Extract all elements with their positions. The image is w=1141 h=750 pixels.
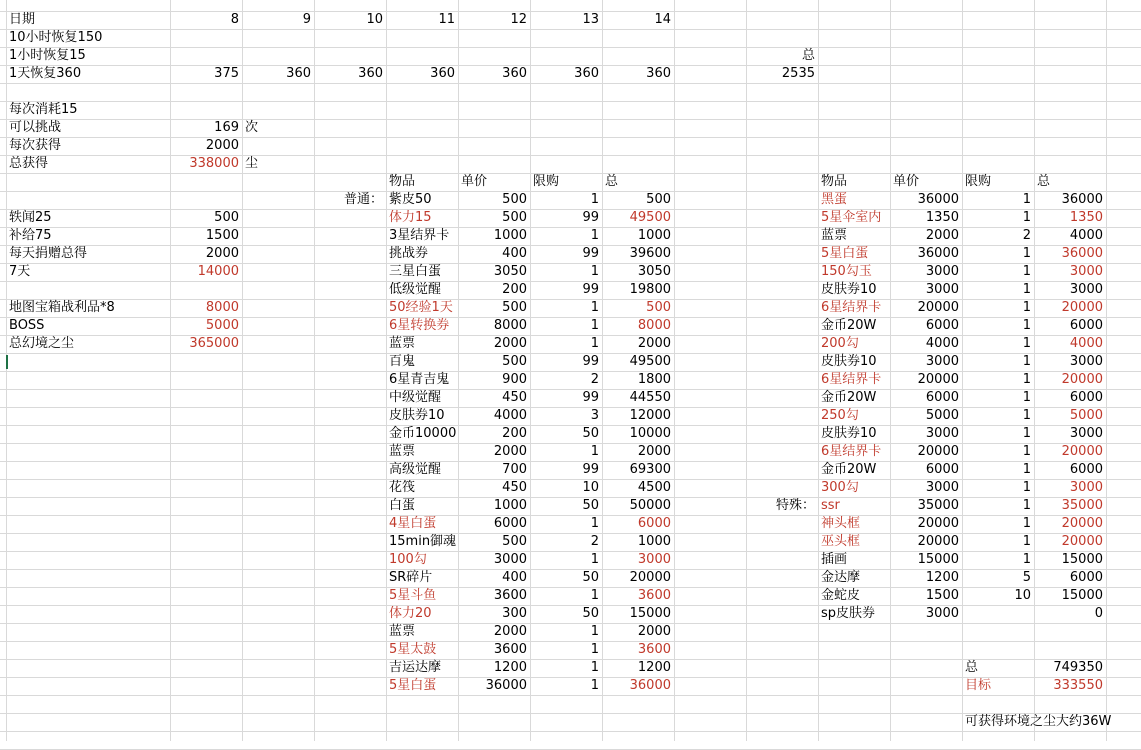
cell-L24[interactable]: 3000 <box>925 426 959 441</box>
cell-L25[interactable]: 20000 <box>917 444 959 459</box>
row-gridline <box>0 83 1141 84</box>
cell-G12[interactable]: 99 <box>582 210 599 225</box>
cell-G20[interactable]: 99 <box>582 354 599 369</box>
cell-H27[interactable]: 4500 <box>637 480 671 495</box>
cell-H29[interactable]: 6000 <box>637 516 671 531</box>
cell-E21[interactable]: 6星青吉鬼 <box>389 372 450 387</box>
cell-K27[interactable]: 300勾 <box>821 480 859 495</box>
cell-N13[interactable]: 4000 <box>1069 228 1103 243</box>
cell-M33[interactable]: 10 <box>1014 588 1031 603</box>
cell-F26[interactable]: 700 <box>502 462 527 477</box>
cell-A6[interactable]: 每次消耗15 <box>9 102 78 117</box>
cell-F22[interactable]: 450 <box>502 390 527 405</box>
cell-F29[interactable]: 6000 <box>493 516 527 531</box>
cell-H37[interactable]: 1200 <box>637 660 671 675</box>
cell-H24[interactable]: 10000 <box>629 426 671 441</box>
cell-E30[interactable]: 15min御魂 <box>389 534 457 549</box>
cell-B19[interactable]: 365000 <box>189 336 239 351</box>
cell-G32[interactable]: 50 <box>582 570 599 585</box>
cell-F33[interactable]: 3600 <box>493 588 527 603</box>
cell-M40[interactable]: 可获得环境之尘大约36W <box>965 714 1112 729</box>
cell-H15[interactable]: 3050 <box>637 264 671 279</box>
cell-E33[interactable]: 5星斗鱼 <box>389 588 437 603</box>
cell-N17[interactable]: 20000 <box>1061 300 1103 315</box>
cell-G31[interactable]: 1 <box>590 552 599 567</box>
cell-L22[interactable]: 6000 <box>925 390 959 405</box>
cell-A1[interactable]: 日期 <box>9 12 36 27</box>
cell-K31[interactable]: 插画 <box>821 552 848 567</box>
cell-E31[interactable]: 100勾 <box>389 552 427 567</box>
cell-N23[interactable]: 5000 <box>1069 408 1103 423</box>
cell-F27[interactable]: 450 <box>502 480 527 495</box>
cell-L17[interactable]: 20000 <box>917 300 959 315</box>
cell-E17[interactable]: 50经验1天 <box>389 300 453 315</box>
cell-K21[interactable]: 6星结界卡 <box>821 372 882 387</box>
cell-K19[interactable]: 200勾 <box>821 336 859 351</box>
active-cell-marker <box>6 355 8 369</box>
cell-A17[interactable]: 地图宝箱战利品*8 <box>9 300 115 315</box>
cell-M28[interactable]: 1 <box>1022 498 1031 513</box>
cell-F10[interactable]: 单价 <box>461 174 488 189</box>
cell-H30[interactable]: 1000 <box>637 534 671 549</box>
cell-E27[interactable]: 花筏 <box>389 480 416 495</box>
cell-H22[interactable]: 44550 <box>629 390 671 405</box>
cell-A19[interactable]: 总幻境之尘 <box>9 336 75 351</box>
cell-G28[interactable]: 50 <box>582 498 599 513</box>
cell-L19[interactable]: 4000 <box>925 336 959 351</box>
cell-H4[interactable]: 360 <box>646 66 671 81</box>
cell-M11[interactable]: 1 <box>1022 192 1031 207</box>
cell-E25[interactable]: 蓝票 <box>389 444 416 459</box>
cell-K15[interactable]: 150勾玉 <box>821 264 872 279</box>
cell-N28[interactable]: 35000 <box>1061 498 1103 513</box>
row-gridline <box>0 101 1141 102</box>
cell-E1[interactable]: 11 <box>438 12 455 27</box>
cell-H31[interactable]: 3000 <box>637 552 671 567</box>
cell-M31[interactable]: 1 <box>1022 552 1031 567</box>
cell-F13[interactable]: 1000 <box>493 228 527 243</box>
cell-J4[interactable]: 2535 <box>781 66 815 81</box>
cell-K12[interactable]: 5星伞室内 <box>821 210 882 225</box>
cell-G38[interactable]: 1 <box>590 678 599 693</box>
cell-M13[interactable]: 2 <box>1022 228 1031 243</box>
cell-N26[interactable]: 6000 <box>1069 462 1103 477</box>
cell-L18[interactable]: 6000 <box>925 318 959 333</box>
cell-L16[interactable]: 3000 <box>925 282 959 297</box>
cell-E24[interactable]: 金币10000 <box>389 426 457 441</box>
cell-E13[interactable]: 3星结界卡 <box>389 228 450 243</box>
cell-A7[interactable]: 可以挑战 <box>9 120 62 135</box>
cell-F25[interactable]: 2000 <box>493 444 527 459</box>
cell-E11[interactable]: 紫皮50 <box>389 192 432 207</box>
cell-G1[interactable]: 13 <box>582 12 599 27</box>
cell-B14[interactable]: 2000 <box>205 246 239 261</box>
row-gridline <box>0 47 1141 48</box>
cell-M37[interactable]: 总 <box>965 660 979 675</box>
cell-B15[interactable]: 14000 <box>197 264 239 279</box>
cell-A18[interactable]: BOSS <box>9 318 45 333</box>
cell-L27[interactable]: 3000 <box>925 480 959 495</box>
cell-F11[interactable]: 500 <box>502 192 527 207</box>
cell-M14[interactable]: 1 <box>1022 246 1031 261</box>
cell-H25[interactable]: 2000 <box>637 444 671 459</box>
cell-K22[interactable]: 金币20W <box>821 390 877 405</box>
cell-F19[interactable]: 2000 <box>493 336 527 351</box>
row-gridline <box>0 137 1141 138</box>
cell-F16[interactable]: 200 <box>502 282 527 297</box>
cell-K13[interactable]: 蓝票 <box>821 228 848 243</box>
cell-E35[interactable]: 蓝票 <box>389 624 416 639</box>
cell-E10[interactable]: 物品 <box>389 174 416 189</box>
cell-F36[interactable]: 3600 <box>493 642 527 657</box>
cell-M23[interactable]: 1 <box>1022 408 1031 423</box>
cell-K24[interactable]: 皮肤券10 <box>821 426 877 441</box>
cell-A4[interactable]: 1天恢复360 <box>9 66 82 81</box>
cell-B9[interactable]: 338000 <box>189 156 239 171</box>
cell-K32[interactable]: 金达摩 <box>821 570 861 585</box>
cell-H19[interactable]: 2000 <box>637 336 671 351</box>
cell-K20[interactable]: 皮肤券10 <box>821 354 877 369</box>
cell-F31[interactable]: 3000 <box>493 552 527 567</box>
cell-G26[interactable]: 99 <box>582 462 599 477</box>
cell-M15[interactable]: 1 <box>1022 264 1031 279</box>
cell-M30[interactable]: 1 <box>1022 534 1031 549</box>
cell-M25[interactable]: 1 <box>1022 444 1031 459</box>
cell-G10[interactable]: 限购 <box>533 174 560 189</box>
cell-K14[interactable]: 5星白蛋 <box>821 246 869 261</box>
cell-L11[interactable]: 36000 <box>917 192 959 207</box>
cell-H28[interactable]: 50000 <box>629 498 671 513</box>
cell-N15[interactable]: 3000 <box>1069 264 1103 279</box>
cell-K16[interactable]: 皮肤券10 <box>821 282 877 297</box>
cell-N32[interactable]: 6000 <box>1069 570 1103 585</box>
cell-H14[interactable]: 39600 <box>629 246 671 261</box>
cell-L12[interactable]: 1350 <box>925 210 959 225</box>
cell-H13[interactable]: 1000 <box>637 228 671 243</box>
cell-E15[interactable]: 三星白蛋 <box>389 264 442 279</box>
cell-G33[interactable]: 1 <box>590 588 599 603</box>
cell-M17[interactable]: 1 <box>1022 300 1031 315</box>
cell-G37[interactable]: 1 <box>590 660 599 675</box>
cell-C4[interactable]: 360 <box>286 66 311 81</box>
cell-H10[interactable]: 总 <box>605 174 619 189</box>
cell-M18[interactable]: 1 <box>1022 318 1031 333</box>
cell-L14[interactable]: 36000 <box>917 246 959 261</box>
cell-G29[interactable]: 1 <box>590 516 599 531</box>
cell-M29[interactable]: 1 <box>1022 516 1031 531</box>
cell-E32[interactable]: SR碎片 <box>389 570 433 585</box>
cell-D1[interactable]: 10 <box>366 12 383 27</box>
cell-N11[interactable]: 36000 <box>1061 192 1103 207</box>
cell-F37[interactable]: 1200 <box>493 660 527 675</box>
cell-M38[interactable]: 目标 <box>965 678 992 693</box>
cell-K29[interactable]: 神头框 <box>821 516 861 531</box>
cell-D4[interactable]: 360 <box>358 66 383 81</box>
cell-K26[interactable]: 金币20W <box>821 462 877 477</box>
cell-G15[interactable]: 1 <box>590 264 599 279</box>
cell-G35[interactable]: 1 <box>590 624 599 639</box>
cell-H38[interactable]: 36000 <box>629 678 671 693</box>
cell-L30[interactable]: 20000 <box>917 534 959 549</box>
cell-H11[interactable]: 500 <box>646 192 671 207</box>
cell-H17[interactable]: 500 <box>646 300 671 315</box>
cell-E29[interactable]: 4星白蛋 <box>389 516 437 531</box>
cell-G4[interactable]: 360 <box>574 66 599 81</box>
cell-H34[interactable]: 15000 <box>629 606 671 621</box>
cell-F20[interactable]: 500 <box>502 354 527 369</box>
cell-M24[interactable]: 1 <box>1022 426 1031 441</box>
cell-K17[interactable]: 6星结界卡 <box>821 300 882 315</box>
cell-L26[interactable]: 6000 <box>925 462 959 477</box>
cell-N16[interactable]: 3000 <box>1069 282 1103 297</box>
cell-F15[interactable]: 3050 <box>493 264 527 279</box>
row-gridline <box>0 119 1141 120</box>
cell-H26[interactable]: 69300 <box>629 462 671 477</box>
cell-H23[interactable]: 12000 <box>629 408 671 423</box>
cell-E34[interactable]: 体力20 <box>389 606 432 621</box>
cell-K18[interactable]: 金币20W <box>821 318 877 333</box>
cell-A3[interactable]: 1小时恢复15 <box>9 48 86 63</box>
cell-N10[interactable]: 总 <box>1037 174 1051 189</box>
cell-J3[interactable]: 总 <box>801 48 815 63</box>
cell-E28[interactable]: 白蛋 <box>389 498 416 513</box>
cell-F17[interactable]: 500 <box>502 300 527 315</box>
cell-F21[interactable]: 900 <box>502 372 527 387</box>
cell-M10[interactable]: 限购 <box>965 174 992 189</box>
cell-A9[interactable]: 总获得 <box>9 156 49 171</box>
cell-E37[interactable]: 吉运达摩 <box>389 660 442 675</box>
cell-A12[interactable]: 轶闻25 <box>9 210 52 225</box>
cell-E14[interactable]: 挑战券 <box>389 246 429 261</box>
cell-H16[interactable]: 19800 <box>629 282 671 297</box>
cell-K33[interactable]: 金蛇皮 <box>821 588 861 603</box>
cell-F12[interactable]: 500 <box>502 210 527 225</box>
cell-N25[interactable]: 20000 <box>1061 444 1103 459</box>
cell-H33[interactable]: 3600 <box>637 588 671 603</box>
cell-N12[interactable]: 1350 <box>1069 210 1103 225</box>
cell-E4[interactable]: 360 <box>430 66 455 81</box>
cell-C1[interactable]: 9 <box>302 12 311 27</box>
cell-L10[interactable]: 单价 <box>893 174 920 189</box>
cell-G11[interactable]: 1 <box>590 192 599 207</box>
cell-H32[interactable]: 20000 <box>629 570 671 585</box>
cell-G14[interactable]: 99 <box>582 246 599 261</box>
cell-K25[interactable]: 6星结界卡 <box>821 444 882 459</box>
cell-L32[interactable]: 1200 <box>925 570 959 585</box>
cell-H18[interactable]: 8000 <box>637 318 671 333</box>
cell-E38[interactable]: 5星白蛋 <box>389 678 437 693</box>
cell-N30[interactable]: 20000 <box>1061 534 1103 549</box>
cell-H36[interactable]: 3600 <box>637 642 671 657</box>
cell-M26[interactable]: 1 <box>1022 462 1031 477</box>
cell-B8[interactable]: 2000 <box>205 138 239 153</box>
cell-F24[interactable]: 200 <box>502 426 527 441</box>
cell-E16[interactable]: 低级觉醒 <box>389 282 442 297</box>
cell-K34[interactable]: sp皮肤券 <box>821 606 876 621</box>
row-gridline <box>0 731 1141 732</box>
cell-L23[interactable]: 5000 <box>925 408 959 423</box>
cell-B12[interactable]: 500 <box>214 210 239 225</box>
cell-H21[interactable]: 1800 <box>637 372 671 387</box>
cell-C7[interactable]: 次 <box>245 120 259 135</box>
cell-A2[interactable]: 10小时恢复150 <box>9 30 103 45</box>
cell-F30[interactable]: 500 <box>502 534 527 549</box>
cell-E20[interactable]: 百鬼 <box>389 354 416 369</box>
cell-M32[interactable]: 5 <box>1022 570 1031 585</box>
cell-G22[interactable]: 99 <box>582 390 599 405</box>
cell-G25[interactable]: 1 <box>590 444 599 459</box>
cell-N19[interactable]: 4000 <box>1069 336 1103 351</box>
cell-N24[interactable]: 3000 <box>1069 426 1103 441</box>
cell-N38[interactable]: 333550 <box>1053 678 1103 693</box>
cell-B13[interactable]: 1500 <box>205 228 239 243</box>
cell-G13[interactable]: 1 <box>590 228 599 243</box>
cell-M21[interactable]: 1 <box>1022 372 1031 387</box>
row-gridline <box>0 155 1141 156</box>
cell-C9[interactable]: 尘 <box>245 156 259 171</box>
cell-N33[interactable]: 15000 <box>1061 588 1103 603</box>
cell-K23[interactable]: 250勾 <box>821 408 859 423</box>
cell-K30[interactable]: 巫头框 <box>821 534 861 549</box>
cell-N29[interactable]: 20000 <box>1061 516 1103 531</box>
cell-L29[interactable]: 20000 <box>917 516 959 531</box>
row-gridline <box>0 29 1141 30</box>
cell-G27[interactable]: 10 <box>582 480 599 495</box>
cell-G23[interactable]: 3 <box>590 408 599 423</box>
cell-M12[interactable]: 1 <box>1022 210 1031 225</box>
cell-E22[interactable]: 中级觉醒 <box>389 390 442 405</box>
cell-B18[interactable]: 5000 <box>205 318 239 333</box>
cell-E23[interactable]: 皮肤券10 <box>389 408 445 423</box>
cell-M19[interactable]: 1 <box>1022 336 1031 351</box>
cell-L21[interactable]: 20000 <box>917 372 959 387</box>
cell-G36[interactable]: 1 <box>590 642 599 657</box>
cell-G16[interactable]: 99 <box>582 282 599 297</box>
row-gridline <box>0 695 1141 696</box>
cell-A8[interactable]: 每次获得 <box>9 138 62 153</box>
cell-L33[interactable]: 1500 <box>925 588 959 603</box>
cell-H35[interactable]: 2000 <box>637 624 671 639</box>
cell-F4[interactable]: 360 <box>502 66 527 81</box>
cell-B17[interactable]: 8000 <box>205 300 239 315</box>
cell-L31[interactable]: 15000 <box>917 552 959 567</box>
cell-K11[interactable]: 黑蛋 <box>821 192 848 207</box>
cell-F28[interactable]: 1000 <box>493 498 527 513</box>
cell-E12[interactable]: 体力15 <box>389 210 432 225</box>
cell-M16[interactable]: 1 <box>1022 282 1031 297</box>
cell-D11[interactable]: 普通： <box>343 192 383 207</box>
cell-E36[interactable]: 5星太鼓 <box>389 642 437 657</box>
cell-N14[interactable]: 36000 <box>1061 246 1103 261</box>
cell-A14[interactable]: 每天捐赠总得 <box>9 246 88 261</box>
cell-F32[interactable]: 400 <box>502 570 527 585</box>
cell-G30[interactable]: 2 <box>590 534 599 549</box>
cell-B4[interactable]: 375 <box>214 66 239 81</box>
cell-N21[interactable]: 20000 <box>1061 372 1103 387</box>
cell-K28[interactable]: ssr <box>821 498 840 513</box>
cell-G24[interactable]: 50 <box>582 426 599 441</box>
cell-A15[interactable]: 7天 <box>9 264 31 279</box>
cell-G17[interactable]: 1 <box>590 300 599 315</box>
cell-E18[interactable]: 6星转换券 <box>389 318 450 333</box>
cell-F34[interactable]: 300 <box>502 606 527 621</box>
cell-H20[interactable]: 49500 <box>629 354 671 369</box>
cell-N37[interactable]: 749350 <box>1053 660 1103 675</box>
cell-N18[interactable]: 6000 <box>1069 318 1103 333</box>
cell-F23[interactable]: 4000 <box>493 408 527 423</box>
cell-E26[interactable]: 高级觉醒 <box>389 462 442 477</box>
cell-M20[interactable]: 1 <box>1022 354 1031 369</box>
cell-F35[interactable]: 2000 <box>493 624 527 639</box>
cell-N20[interactable]: 3000 <box>1069 354 1103 369</box>
cell-L20[interactable]: 3000 <box>925 354 959 369</box>
cell-L15[interactable]: 3000 <box>925 264 959 279</box>
cell-A13[interactable]: 补给75 <box>9 228 52 243</box>
cell-L28[interactable]: 35000 <box>917 498 959 513</box>
cell-G34[interactable]: 50 <box>582 606 599 621</box>
cell-N34[interactable]: 0 <box>1094 606 1103 621</box>
cell-G21[interactable]: 2 <box>590 372 599 387</box>
cell-B7[interactable]: 169 <box>214 120 239 135</box>
cell-L34[interactable]: 3000 <box>925 606 959 621</box>
cell-H1[interactable]: 14 <box>654 12 671 27</box>
cell-G19[interactable]: 1 <box>590 336 599 351</box>
cell-F1[interactable]: 12 <box>510 12 527 27</box>
cell-J28[interactable]: 特殊： <box>775 498 815 513</box>
cell-K10[interactable]: 物品 <box>821 174 848 189</box>
cell-L13[interactable]: 2000 <box>925 228 959 243</box>
cell-M27[interactable]: 1 <box>1022 480 1031 495</box>
cell-N31[interactable]: 15000 <box>1061 552 1103 567</box>
cell-N22[interactable]: 6000 <box>1069 390 1103 405</box>
cell-B1[interactable]: 8 <box>230 12 239 27</box>
cell-N27[interactable]: 3000 <box>1069 480 1103 495</box>
cell-F18[interactable]: 8000 <box>493 318 527 333</box>
cell-F14[interactable]: 400 <box>502 246 527 261</box>
cell-M22[interactable]: 1 <box>1022 390 1031 405</box>
cell-H12[interactable]: 49500 <box>629 210 671 225</box>
cell-E19[interactable]: 蓝票 <box>389 336 416 351</box>
cell-G18[interactable]: 1 <box>590 318 599 333</box>
cell-F38[interactable]: 36000 <box>485 678 527 693</box>
